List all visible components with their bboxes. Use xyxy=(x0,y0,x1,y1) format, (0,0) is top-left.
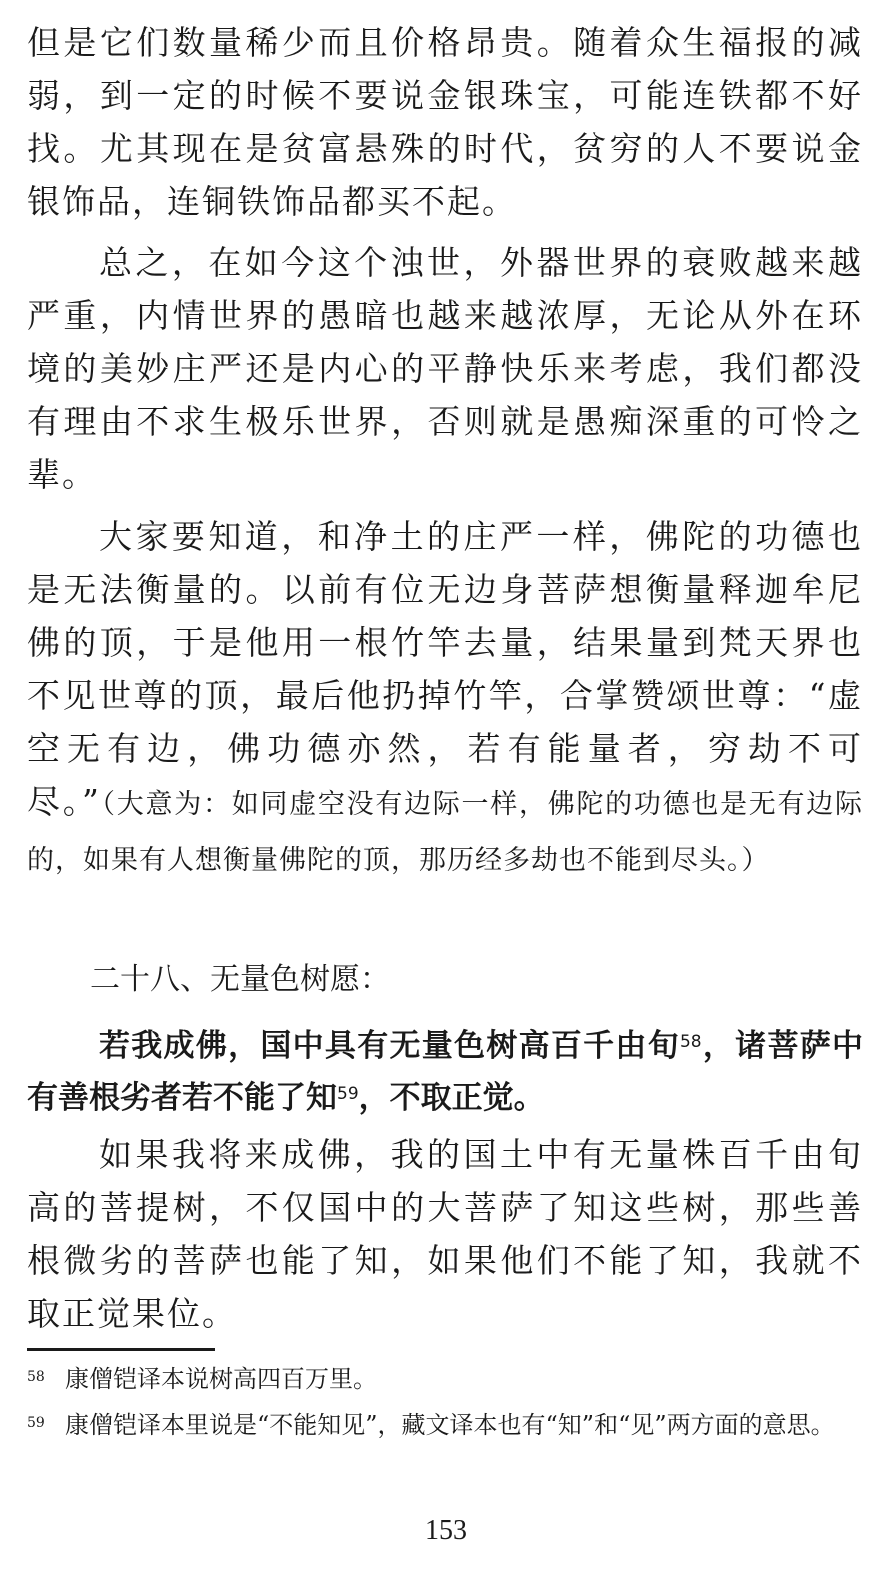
footnote-59 xyxy=(27,1408,863,1442)
vow-verse-part2: ，诸菩萨中有善根劣者若不能了知 xyxy=(27,1028,864,1116)
footnote-number: 58 xyxy=(27,1369,45,1385)
footnote-ref-58[interactable]: 58 xyxy=(679,1032,702,1052)
paragraph-3-main: 大家要知道，和净土的庄严一样，佛陀的功德也是无法衡量的。以前有位无边身菩萨想衡量释迦牟尼佛的顶，于是他用一根竹竿去量，结果量到梵天界也不见世尊的顶，最后他扔掉竹竿，合掌赞颂世尊：“虚空无有边，佛功德亦然，若有能量者，穷劫不可尽。” xyxy=(27,517,863,821)
footnote-ref-59[interactable]: 59 xyxy=(337,1084,359,1104)
vow-verse-part1: 若我成佛，国中具有无量色树高百千由旬 xyxy=(99,1028,680,1064)
footnote-text: 康僧铠译本里说是“不能知见”，藏文译本也有“知”和“见”两方面的意思。 xyxy=(65,1411,835,1439)
paragraph-1: 但是它们数量稀少而且价格昂贵。随着众生福报的减弱，到一定的时候不要说金银珠宝，可能连铁都不好找。尤其现在是贫富悬殊的时代，贫穷的人不要说金银饰品，连铜铁饰品都买不起。 xyxy=(27,23,863,221)
explanation-paragraph: 如果我将来成佛，我的国土中有无量株百千由旬高的菩提树，不仅国中的大菩萨了知这些树，那些善根微劣的菩萨也能了知，如果他们不能了知，我就不取正觉果位。 xyxy=(27,1135,863,1333)
paragraph-3 xyxy=(27,510,863,887)
footnote-text: 康僧铠译本说树高四百万里。 xyxy=(65,1365,377,1393)
vow-verse-part3: ，不取正觉。 xyxy=(358,1080,545,1116)
footnote-divider xyxy=(27,1348,215,1351)
page-number: 153 xyxy=(425,1515,467,1546)
section-heading: 二十八、无量色树愿： xyxy=(90,962,390,997)
footnote-58 xyxy=(27,1362,863,1396)
paragraph-2: 总之，在如今这个浊世，外器世界的衰败越来越严重，内情世界的愚暗也越来越浓厚，无论从外在环境的美妙庄严还是内心的平静快乐来考虑，我们都没有理由不求生极乐世界，否则就是愚痴深重的可怜之辈。 xyxy=(27,243,863,494)
footnote-number: 59 xyxy=(27,1415,45,1431)
paragraph-3-note: （大意为：如同虚空没有边际一样，佛陀的功德也是无有边际的，如果有人想衡量佛陀的顶，那历经多劫也不能到尽头。） xyxy=(27,789,863,876)
vow-verse xyxy=(27,1020,863,1124)
